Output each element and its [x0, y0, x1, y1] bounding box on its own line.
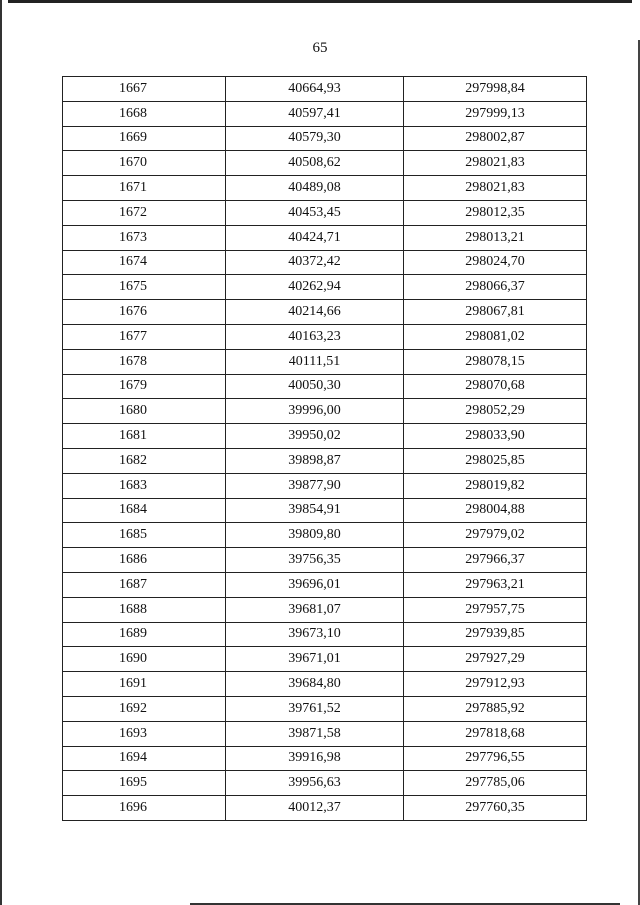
point-number-cell: 1684	[63, 498, 226, 523]
table-row	[63, 672, 587, 697]
x-coordinate-cell: 39877,90	[226, 473, 404, 498]
coordinates-table-body	[63, 77, 587, 821]
point-number-cell: 1678	[63, 349, 226, 374]
coordinates-table	[62, 76, 587, 821]
point-number-cell: 1691	[63, 672, 226, 697]
table-row	[63, 374, 587, 399]
x-coordinate-cell: 39761,52	[226, 696, 404, 721]
y-coordinate-cell: 297957,75	[404, 597, 587, 622]
table-row	[63, 548, 587, 573]
table-row	[63, 597, 587, 622]
point-number-cell: 1673	[63, 225, 226, 250]
point-number-cell: 1687	[63, 572, 226, 597]
y-coordinate-cell: 298021,83	[404, 176, 587, 201]
x-coordinate-cell: 39996,00	[226, 399, 404, 424]
x-coordinate-cell: 39916,98	[226, 746, 404, 771]
point-number-cell: 1675	[63, 275, 226, 300]
table-row	[63, 696, 587, 721]
table-row	[63, 424, 587, 449]
table-row	[63, 523, 587, 548]
point-number-cell: 1685	[63, 523, 226, 548]
table-row	[63, 324, 587, 349]
point-number-cell: 1690	[63, 647, 226, 672]
point-number-cell: 1695	[63, 771, 226, 796]
point-number-cell: 1683	[63, 473, 226, 498]
y-coordinate-cell: 298052,29	[404, 399, 587, 424]
y-coordinate-cell: 297979,02	[404, 523, 587, 548]
y-coordinate-cell: 297998,84	[404, 77, 587, 102]
x-coordinate-cell: 40012,37	[226, 796, 404, 821]
point-number-cell: 1670	[63, 151, 226, 176]
table-row	[63, 126, 587, 151]
y-coordinate-cell: 298024,70	[404, 250, 587, 275]
x-coordinate-cell: 39956,63	[226, 771, 404, 796]
table-row	[63, 275, 587, 300]
x-coordinate-cell: 40214,66	[226, 300, 404, 325]
x-coordinate-cell: 40050,30	[226, 374, 404, 399]
x-coordinate-cell: 40579,30	[226, 126, 404, 151]
x-coordinate-cell: 40372,42	[226, 250, 404, 275]
point-number-cell: 1682	[63, 448, 226, 473]
y-coordinate-cell: 298002,87	[404, 126, 587, 151]
y-coordinate-cell: 298081,02	[404, 324, 587, 349]
point-number-cell: 1674	[63, 250, 226, 275]
y-coordinate-cell: 297999,13	[404, 101, 587, 126]
y-coordinate-cell: 297885,92	[404, 696, 587, 721]
table-row	[63, 349, 587, 374]
scan-border-top	[8, 0, 632, 3]
y-coordinate-cell: 298013,21	[404, 225, 587, 250]
table-row	[63, 101, 587, 126]
table-row	[63, 77, 587, 102]
point-number-cell: 1692	[63, 696, 226, 721]
table-row	[63, 647, 587, 672]
table-row	[63, 250, 587, 275]
x-coordinate-cell: 40597,41	[226, 101, 404, 126]
y-coordinate-cell: 298067,81	[404, 300, 587, 325]
y-coordinate-cell: 298070,68	[404, 374, 587, 399]
table-row	[63, 200, 587, 225]
point-number-cell: 1689	[63, 622, 226, 647]
point-number-cell: 1672	[63, 200, 226, 225]
table-row	[63, 498, 587, 523]
point-number-cell: 1680	[63, 399, 226, 424]
point-number-cell: 1669	[63, 126, 226, 151]
y-coordinate-cell: 298012,35	[404, 200, 587, 225]
point-number-cell: 1694	[63, 746, 226, 771]
point-number-cell: 1688	[63, 597, 226, 622]
table-row	[63, 151, 587, 176]
table-row	[63, 448, 587, 473]
point-number-cell: 1693	[63, 721, 226, 746]
scan-border-left	[0, 0, 2, 905]
point-number-cell: 1667	[63, 77, 226, 102]
x-coordinate-cell: 39756,35	[226, 548, 404, 573]
y-coordinate-cell: 298025,85	[404, 448, 587, 473]
x-coordinate-cell: 39681,07	[226, 597, 404, 622]
x-coordinate-cell: 40489,08	[226, 176, 404, 201]
x-coordinate-cell: 39950,02	[226, 424, 404, 449]
y-coordinate-cell: 297966,37	[404, 548, 587, 573]
x-coordinate-cell: 40262,94	[226, 275, 404, 300]
table-row	[63, 300, 587, 325]
point-number-cell: 1677	[63, 324, 226, 349]
x-coordinate-cell: 39671,01	[226, 647, 404, 672]
point-number-cell: 1696	[63, 796, 226, 821]
x-coordinate-cell: 40508,62	[226, 151, 404, 176]
table-row	[63, 473, 587, 498]
y-coordinate-cell: 297785,06	[404, 771, 587, 796]
y-coordinate-cell: 298021,83	[404, 151, 587, 176]
x-coordinate-cell: 39854,91	[226, 498, 404, 523]
point-number-cell: 1671	[63, 176, 226, 201]
page-number: 65	[312, 40, 328, 56]
table-row	[63, 572, 587, 597]
point-number-cell: 1668	[63, 101, 226, 126]
x-coordinate-cell: 40111,51	[226, 349, 404, 374]
y-coordinate-cell: 297796,55	[404, 746, 587, 771]
y-coordinate-cell: 297818,68	[404, 721, 587, 746]
x-coordinate-cell: 39684,80	[226, 672, 404, 697]
y-coordinate-cell: 298066,37	[404, 275, 587, 300]
x-coordinate-cell: 39673,10	[226, 622, 404, 647]
table-row	[63, 176, 587, 201]
y-coordinate-cell: 298033,90	[404, 424, 587, 449]
y-coordinate-cell: 297939,85	[404, 622, 587, 647]
x-coordinate-cell: 40424,71	[226, 225, 404, 250]
table-row	[63, 721, 587, 746]
table-row	[63, 771, 587, 796]
x-coordinate-cell: 39871,58	[226, 721, 404, 746]
point-number-cell: 1686	[63, 548, 226, 573]
table-row	[63, 622, 587, 647]
y-coordinate-cell: 298019,82	[404, 473, 587, 498]
y-coordinate-cell: 297927,29	[404, 647, 587, 672]
y-coordinate-cell: 297963,21	[404, 572, 587, 597]
x-coordinate-cell: 40163,23	[226, 324, 404, 349]
point-number-cell: 1676	[63, 300, 226, 325]
x-coordinate-cell: 40664,93	[226, 77, 404, 102]
y-coordinate-cell: 298004,88	[404, 498, 587, 523]
table-row	[63, 796, 587, 821]
point-number-cell: 1679	[63, 374, 226, 399]
x-coordinate-cell: 40453,45	[226, 200, 404, 225]
point-number-cell: 1681	[63, 424, 226, 449]
x-coordinate-cell: 39696,01	[226, 572, 404, 597]
table-row	[63, 399, 587, 424]
y-coordinate-cell: 297912,93	[404, 672, 587, 697]
table-row	[63, 225, 587, 250]
y-coordinate-cell: 298078,15	[404, 349, 587, 374]
table-row	[63, 746, 587, 771]
x-coordinate-cell: 39809,80	[226, 523, 404, 548]
x-coordinate-cell: 39898,87	[226, 448, 404, 473]
y-coordinate-cell: 297760,35	[404, 796, 587, 821]
